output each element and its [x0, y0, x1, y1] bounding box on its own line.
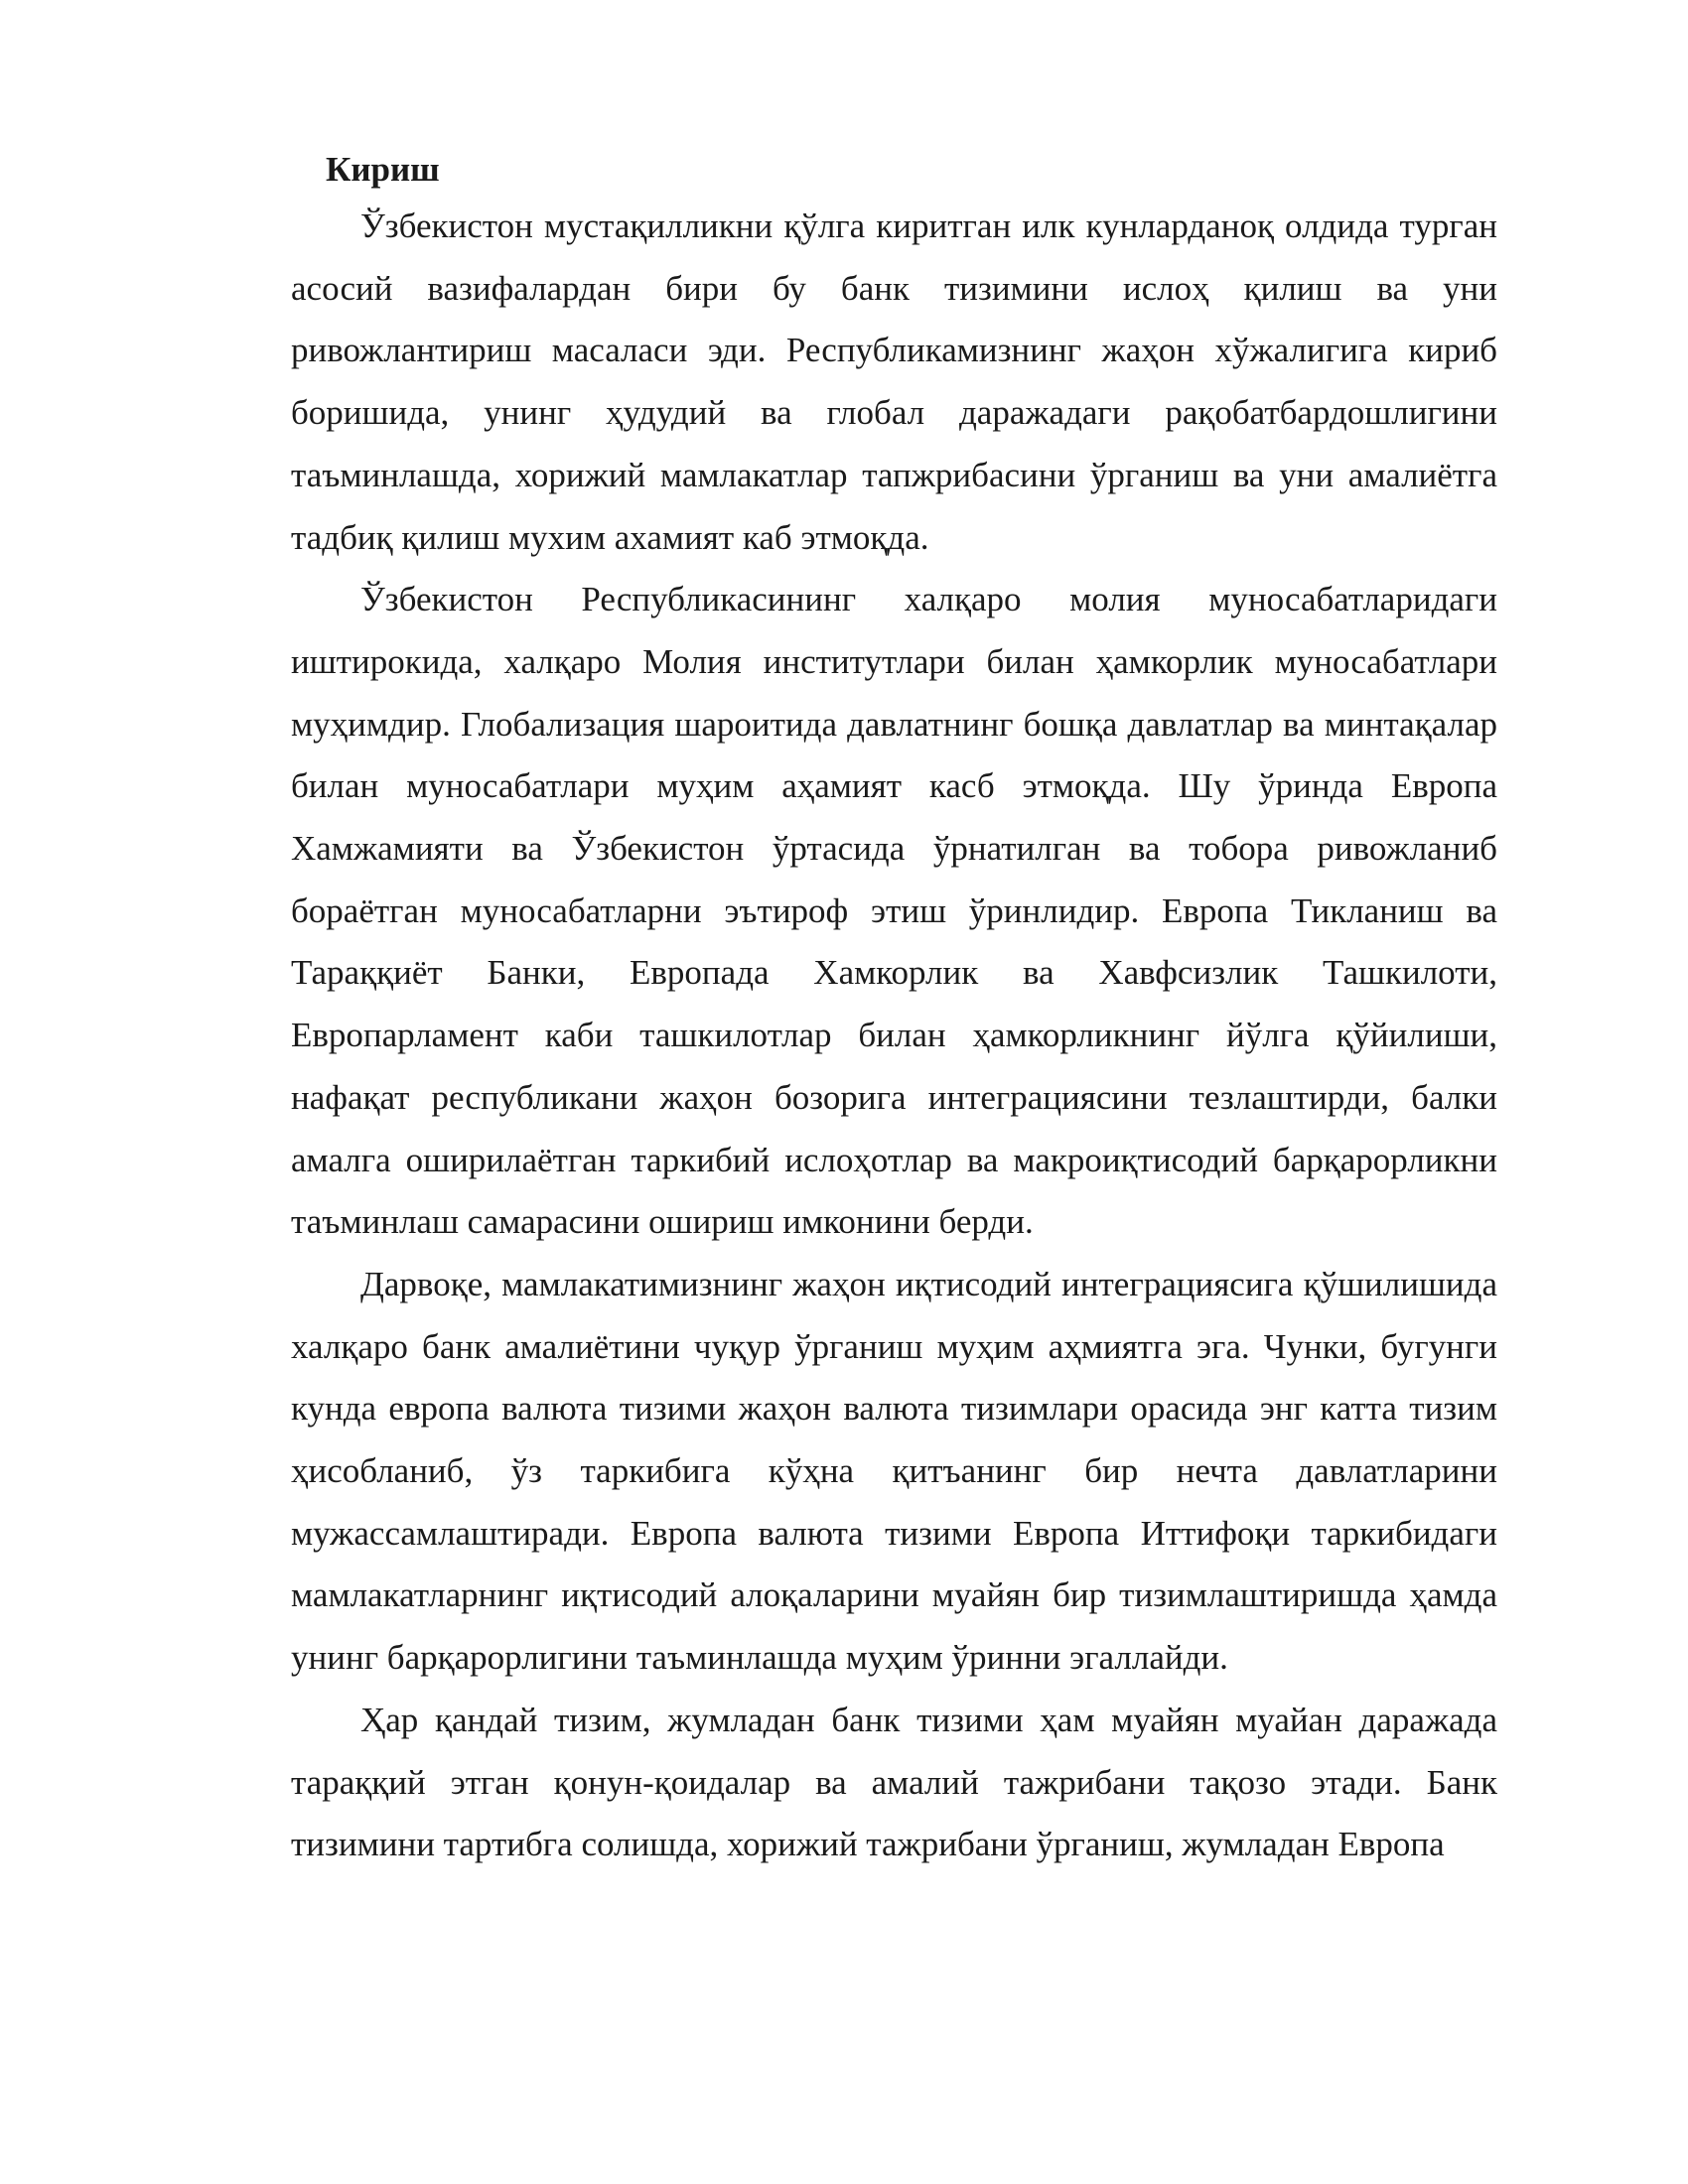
- paragraph-1: Ўзбекистон мустақилликни қўлга киритган илк кунларданоқ олдида турган асосий вазифалардан бири бу банк тизимини ислоҳ қилиш ва уни ривожлантириш масаласи эди. Республикамизнинг жаҳон хўжалигига кириб боришида, унинг ҳудудий ва глобал даражадаги рақобатбардошлигини таъминлашда, хорижий мамлакатлар тапжрибасини ўрганиш ва уни амалиётга тадбиқ қилиш мухим ахамият каб этмоқда.: [291, 206, 1497, 557]
- section-heading: Кириш: [326, 150, 440, 189]
- paragraph-4: Ҳар қандай тизим, жумладан банк тизими ҳам муайян муайан даражада тараққий этган қонун-қоидалар ва амалий тажрибани тақозо этади. Банк тизимини тартибга солишда, хорижий тажрибани ўрганиш, жумладан Европа: [291, 1700, 1497, 1864]
- document-body: [291, 147, 1497, 1876]
- paragraph-2: Ўзбекистон Республикасининг халқаро молия муносабатларидаги иштирокида, халқаро Молия институтлари билан ҳамкорлик муносабатлари муҳимдир. Глобализация шароитида давлатнинг бошқа давлатлар ва минтақалар билан муносабатлари муҳим аҳамият касб этмоқда. Шу ўринда Европа Хамжамияти ва Ўзбекистон ўртасида ўрнатилган ва тобора ривожланиб бораётган муносабатларни эътироф этиш ўринлидир. Европа Тикланиш ва Тараққиёт Банки, Европада Хамкорлик ва Хавфсизлик Ташкилоти, Европарламент каби ташкилотлар билан ҳамкорликнинг йўлга қўйилиши, нафақат республикани жаҳон бозорига интеграциясини тезлаштирди, балки амалга оширилаётган таркибий ислоҳотлар ва макроиқтисодий барқарорликни таъминлаш самарасини ошириш имконини берди.: [291, 580, 1497, 1242]
- paragraph-3: Дарвоқе, мамлакатимизнинг жаҳон иқтисодий интеграциясига қўшилишида халқаро банк амалиётини чуқур ўрганиш муҳим аҳмиятга эга. Чунки, бугунги кунда европа валюта тизими жаҳон валюта тизимлари орасида энг катта тизим ҳисобланиб, ўз таркибига кўҳна қитъанинг бир нечта давлатларини мужассамлаштиради. Европа валюта тизими Европа Иттифоқи таркибидаги мамлакатларнинг иқтисодий алоқаларини муайян бир тизимлаштиришда ҳамда унинг барқарорлигини таъминлашда муҳим ўринни эгаллайди.: [291, 1264, 1497, 1678]
